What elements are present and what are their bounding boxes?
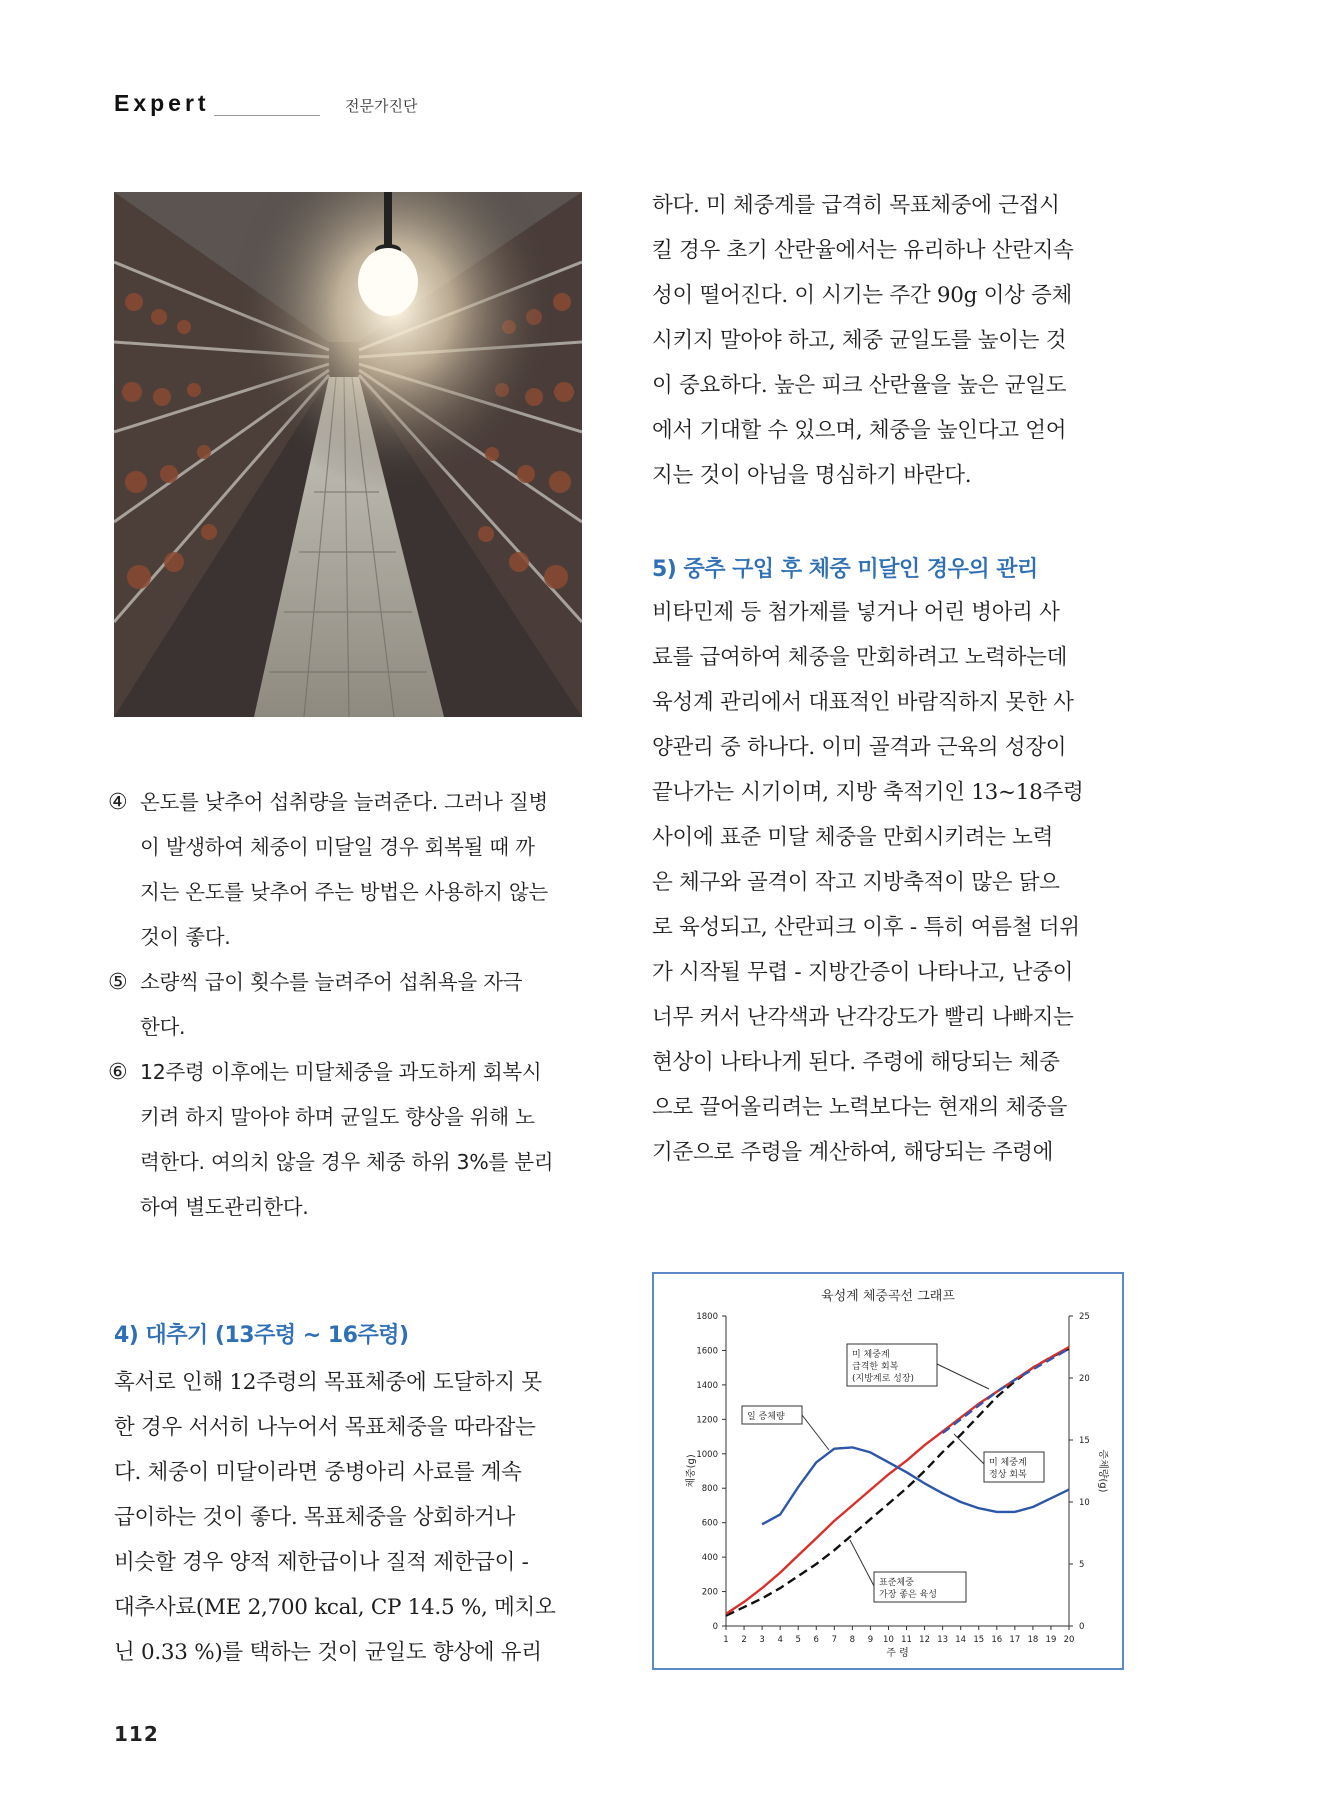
list-item [108,780,588,960]
annotation-leader [850,1540,874,1586]
x-tick-label: 15 [973,1635,985,1645]
list-item [108,1050,588,1230]
annotation-leader [954,1434,984,1464]
y2-axis-label: 증체량(g) [1097,1449,1108,1493]
list-number: ⑤ [108,970,128,995]
text-line: 너무 커서 난각색과 난각강도가 빨리 나빠지는 [652,1005,1074,1030]
x-tick-label: 20 [1063,1635,1075,1645]
x-tick-label: 5 [795,1635,801,1645]
text-line: 하여 별도관리한다. [140,1195,309,1219]
annotation-text: (지방계로 성장) [852,1374,915,1384]
x-tick-label: 2 [741,1635,747,1645]
y2-tick-label: 25 [1079,1312,1090,1322]
annotation-text: 미 체중계 [852,1350,890,1360]
y2-tick-label: 20 [1079,1374,1090,1384]
list-item [108,960,588,1050]
text-line: 현상이 나타나게 된다. 주령에 해당되는 체중 [652,1050,1060,1075]
y2-tick-label: 5 [1079,1560,1085,1570]
x-tick-label: 3 [759,1635,765,1645]
text-line: 지는 온도를 낮추어 주는 방법은 사용하지 않는 [140,880,548,904]
text-line: 시키지 말아야 하고, 체중 균일도를 높이는 것 [652,328,1067,353]
y-axis-label: 체중(g) [686,1454,697,1488]
text-line: 급이하는 것이 좋다. 목표체중을 상회하거나 [114,1505,516,1530]
annotation-text: 급격한 회복 [852,1362,899,1372]
text-line: 육성계 관리에서 대표적인 바람직하지 못한 사 [652,690,1074,715]
x-tick-label: 14 [955,1635,967,1645]
x-tick-label: 10 [883,1635,894,1645]
page-number: 112 [114,1722,159,1746]
annotation-text: 일 증체량 [747,1412,785,1422]
list-number: ④ [108,790,128,815]
text-line: 닌 0.33 %)를 택하는 것이 균일도 향상에 유리 [114,1640,542,1665]
text-line: 비슷할 경우 양적 제한급이나 질적 제한급이 - [114,1550,529,1575]
annotation-text: 표준체중 [879,1578,914,1588]
text-line: 혹서로 인해 12주령의 목표체중에 도달하지 못 [114,1370,542,1395]
y-tick-label: 400 [701,1553,718,1564]
y-tick-label: 1400 [696,1380,718,1391]
annotation-text: 미 체중계 [989,1458,1027,1468]
annotation-leader [937,1364,989,1389]
x-tick-label: 6 [813,1635,819,1645]
y-tick-label: 1600 [696,1346,718,1357]
annotation-text: 정상 회복 [989,1470,1027,1480]
text-line: 대추사료(ME 2,700 kcal, CP 14.5 %, 메치오 [114,1595,556,1620]
list-number: ⑥ [108,1060,128,1085]
x-tick-label: 7 [831,1635,838,1645]
section-4-heading: 4) 대추기 (13주령 ~ 16주령) [114,1323,409,1348]
weight-curve-chart [652,1272,1124,1670]
chart-title: 육성계 체중곡선 그래프 [821,1289,955,1304]
text-line: 기준으로 주령을 계산하여, 해당되는 주령에 [652,1140,1054,1165]
y-tick-label: 1200 [696,1415,718,1426]
text-line: 력한다. 여의치 않을 경우 체중 하위 3%를 분리 [140,1150,554,1174]
section-5-heading: 5) 중추 구입 후 체중 미달인 경우의 관리 [652,557,1038,582]
header-rule [214,115,320,116]
poultry-house-photo [114,192,582,717]
text-line: 양관리 중 하나다. 이미 골격과 근육의 성장이 [652,735,1067,760]
x-tick-label: 12 [919,1635,930,1645]
continued-paragraph [652,183,1122,498]
text-line: 하다. 미 체중계를 급격히 목표체중에 근접시 [652,193,1060,218]
x-tick-label: 9 [867,1635,874,1645]
x-tick-label: 16 [991,1635,1003,1645]
text-line: 은 체구와 골격이 작고 지방축적이 많은 닭으 [652,870,1060,895]
y-tick-label: 600 [701,1518,718,1529]
text-line: 이 중요하다. 높은 피크 산란율을 높은 균일도 [652,373,1067,398]
brand-title: Expert [114,90,210,116]
text-line: 에서 기대할 수 있으며, 체중을 높인다고 얻어 [652,418,1067,443]
annotation-leader [802,1415,829,1450]
x-tick-label: 19 [1045,1635,1057,1645]
text-line: 끝나가는 시기이며, 지방 축적기인 13~18주령 [652,780,1084,805]
text-line: 것이 좋다. [140,925,231,949]
annotation-text: 가장 좋은 육성 [879,1590,937,1600]
text-line: 성이 떨어진다. 이 시기는 주간 90g 이상 증체 [652,283,1073,308]
section-5-paragraph [652,590,1122,1175]
y2-tick-label: 15 [1079,1436,1090,1446]
y-tick-label: 200 [701,1587,718,1598]
y-tick-label: 1000 [696,1449,718,1460]
text-line: 지는 것이 아님을 명심하기 바란다. [652,463,972,488]
weight-curve-svg [654,1274,1122,1668]
x-tick-label: 4 [777,1635,783,1645]
text-line: 이 발생하여 체중이 미달일 경우 회복될 때 까 [140,835,535,859]
text-line: 온도를 낮추어 섭취량을 늘려준다. 그러나 질병 [140,790,548,814]
text-line: 비타민제 등 첨가제를 넣거나 어린 병아리 사 [652,600,1060,625]
text-line: 12주령 이후에는 미달체중을 과도하게 회복시 [140,1060,542,1084]
x-tick-label: 17 [1009,1635,1021,1645]
series-line-2 [943,1349,1069,1433]
text-line: 으로 끌어올리려는 노력보다는 현재의 체중을 [652,1095,1068,1120]
numbered-list [108,780,588,1230]
text-line: 한다. [140,1015,186,1039]
text-line: 가 시작될 무렵 - 지방간증이 나타나고, 난중이 [652,960,1074,985]
y2-tick-label: 0 [1079,1622,1085,1632]
y-tick-label: 1800 [696,1312,718,1322]
text-line: 다. 체중이 미달이라면 중병아리 사료를 계속 [114,1460,522,1485]
y2-tick-label: 10 [1079,1498,1090,1508]
y-tick-label: 0 [712,1622,718,1632]
x-tick-label: 11 [901,1635,912,1645]
x-axis-label: 주 령 [886,1648,909,1659]
section-4-paragraph [114,1360,584,1675]
text-line: 로 육성되고, 산란피크 이후 - 특히 여름철 더위 [652,915,1080,940]
x-tick-label: 13 [937,1635,949,1645]
x-tick-label: 18 [1027,1635,1039,1645]
text-line: 한 경우 서서히 나누어서 목표체중을 따라잡는 [114,1415,536,1440]
text-line: 사이에 표준 미달 체중을 만회시키려는 노력 [652,825,1054,850]
text-line: 소량씩 급이 횟수를 늘려주어 섭취욕을 자극 [140,970,523,994]
text-line: 료를 급여하여 체중을 만회하려고 노력하는데 [652,645,1068,670]
x-tick-label: 8 [849,1635,856,1645]
text-line: 키려 하지 말아야 하며 균일도 향상을 위해 노 [140,1105,535,1129]
y-tick-label: 800 [701,1484,718,1495]
text-line: 킬 경우 초기 산란율에서는 유리하나 산란지속 [652,238,1074,263]
section-label: 전문가진단 [345,97,418,115]
x-tick-label: 1 [723,1635,729,1645]
